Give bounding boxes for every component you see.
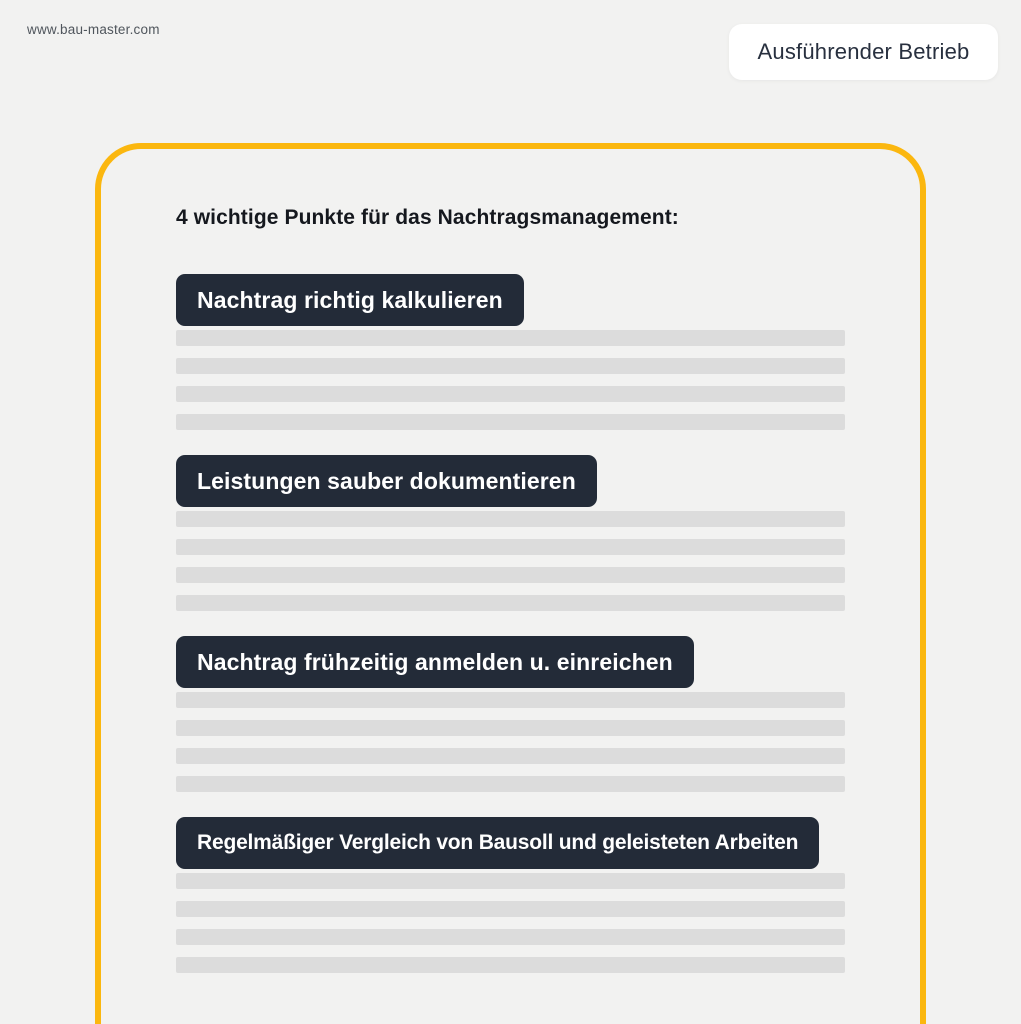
text-placeholder-line [176, 330, 845, 346]
text-placeholder-line [176, 873, 845, 889]
topic-section [176, 817, 845, 973]
placeholder-lines [176, 692, 845, 792]
text-placeholder-line [176, 720, 845, 736]
text-placeholder-line [176, 692, 845, 708]
text-placeholder-line [176, 358, 845, 374]
text-placeholder-line [176, 539, 845, 555]
text-placeholder-line [176, 414, 845, 430]
topic-badge: Leistungen sauber dokumentieren [176, 455, 597, 507]
placeholder-lines [176, 330, 845, 430]
text-placeholder-line [176, 567, 845, 583]
text-placeholder-line [176, 386, 845, 402]
role-badge-label: Ausführender Betrieb [757, 39, 970, 64]
topic-section [176, 274, 845, 430]
topic-badge: Regelmäßiger Vergleich von Bausoll und geleisteten Arbeiten [176, 817, 819, 869]
text-placeholder-line [176, 776, 845, 792]
topic-section [176, 455, 845, 611]
text-placeholder-line [176, 901, 845, 917]
content-card [95, 143, 926, 1024]
placeholder-lines [176, 511, 845, 611]
role-badge [729, 24, 998, 80]
topic-section [176, 636, 845, 792]
text-placeholder-line [176, 957, 845, 973]
card-content [101, 149, 920, 973]
topic-sections [176, 274, 845, 973]
topic-badge: Nachtrag richtig kalkulieren [176, 274, 524, 326]
website-url: www.bau-master.com [27, 22, 160, 37]
topic-badge: Nachtrag frühzeitig anmelden u. einreichen [176, 636, 694, 688]
card-heading: 4 wichtige Punkte für das Nachtragsmanagement: [176, 206, 679, 229]
text-placeholder-line [176, 929, 845, 945]
placeholder-lines [176, 873, 845, 973]
text-placeholder-line [176, 511, 845, 527]
text-placeholder-line [176, 595, 845, 611]
text-placeholder-line [176, 748, 845, 764]
